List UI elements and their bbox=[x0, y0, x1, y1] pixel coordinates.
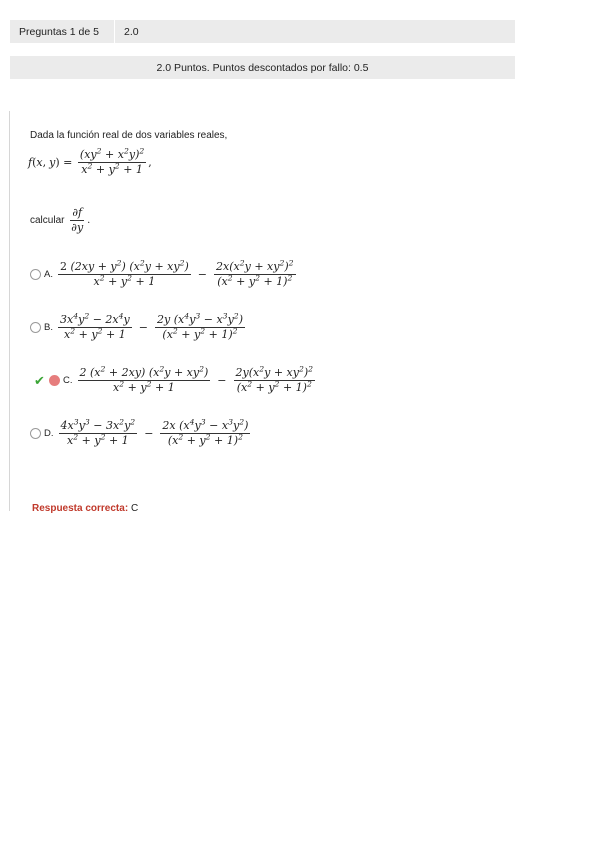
calculate-prompt: calcular $\frac{\partial f}{\partial y}$ . bbox=[30, 206, 91, 235]
option-a[interactable] bbox=[30, 258, 298, 289]
correct-answer bbox=[32, 503, 138, 514]
option-c-formula: $\frac{2 (x^2 + 2xy) (x^2y + xy^2)}{x^2 + y^2 + 1}$ − $\frac{2y(x^2y + xy^2)^2}{(x^2 + y^2 + 1)^2}$ bbox=[79, 364, 314, 395]
question-score: 2.0 bbox=[124, 25, 139, 38]
option-b-formula: $\frac{3x^4y^2 - 2x^4y}{x^2 + y^2 + 1}$ − $\frac{2y (x^4y^3 - x^3y^2)}{(x^2 + y^2 + 1)^2}$ bbox=[59, 311, 243, 342]
option-c-letter: C. bbox=[63, 375, 73, 387]
points-text: 2.0 Puntos. Puntos descontados por fallo: 0.5 bbox=[156, 61, 369, 74]
correct-answer-label: Respuesta correcta: bbox=[32, 503, 129, 514]
option-b-letter: B. bbox=[44, 322, 53, 334]
option-d-formula: $\frac{4x^3y^3 - 3x^2y^2}{x^2 + y^2 + 1}$ − $\frac{2x (x^4y^3 - x^3y^2)}{(x^2 + y^2 + 1)^2}$ bbox=[60, 417, 249, 448]
points-info-bar bbox=[10, 56, 515, 79]
option-c[interactable] bbox=[30, 364, 317, 395]
question-counter: Preguntas 1 de 5 bbox=[10, 20, 115, 43]
calculate-label: calcular bbox=[30, 215, 65, 227]
option-a-formula: $\frac{2 (2xy + y^2) (x^2y + xy^2)}{x^2 + y^2 + 1}$ − $\frac{2x(x^2y + xy^2)^2}{(x^2 + y^2 + 1)^2}$ bbox=[59, 258, 294, 289]
radio-option-c[interactable] bbox=[49, 375, 60, 386]
radio-option-d[interactable] bbox=[30, 428, 41, 439]
option-b[interactable] bbox=[30, 311, 247, 342]
correct-answer-value: C bbox=[130, 503, 139, 514]
question-statement: Dada la función real de dos variables reales, bbox=[30, 130, 228, 141]
option-d[interactable] bbox=[30, 417, 252, 448]
question-navigation-bar bbox=[10, 20, 515, 43]
question-panel bbox=[9, 111, 520, 514]
function-definition: f ( x , y ) = $\frac{(xy^2 + x^2y)^2}{x^2 + y^2 + 1}$ , bbox=[28, 146, 152, 177]
radio-option-b[interactable] bbox=[30, 322, 41, 333]
option-a-letter: A. bbox=[44, 269, 53, 281]
option-d-letter: D. bbox=[44, 428, 54, 440]
check-icon: ✔ bbox=[34, 372, 45, 388]
radio-option-a[interactable] bbox=[30, 269, 41, 280]
